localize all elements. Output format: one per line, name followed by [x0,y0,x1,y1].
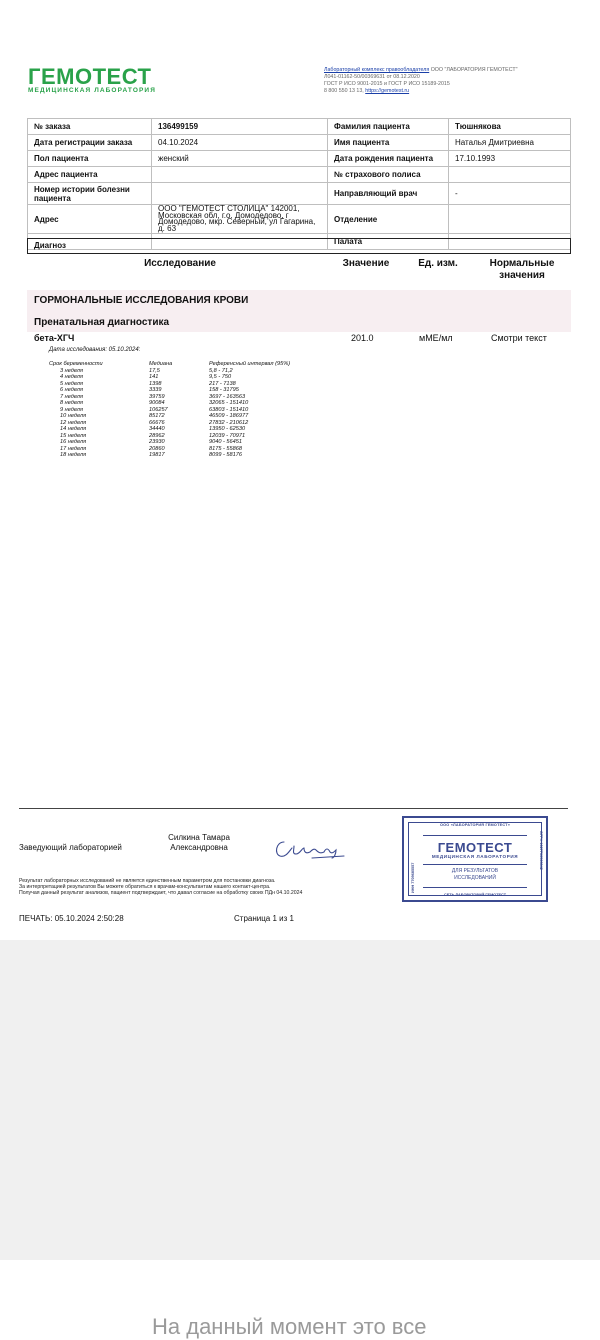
ref-interval: 63803 - 151410 [209,406,249,413]
ref-week: 12 неделя [60,419,87,426]
column-study: Исследование [144,258,216,269]
ref-week: Срок беременности [49,361,103,367]
ref-median: 85172 [149,413,165,419]
lab-gost: ГОСТ Р ИСО 9001-2015 и ГОСТ Р ИСО 15189-2015 [324,81,450,87]
ref-median: 34440 [149,426,165,432]
ref-interval: 8175 - 55868 [209,445,242,452]
ref-median: 90084 [149,400,165,406]
ref-interval: 13950 - 62530 [209,426,246,432]
disclaimer-line3: Получая данный результат анализов, пациент подтверждает, что давал согласие на обработку своих ПДн 04.10.2024 [19,890,303,897]
logo-subtitle: МЕДИЦИНСКАЯ ЛАБОРАТОРИЯ [28,87,156,94]
doctor-label: Направляющий врач [328,183,449,205]
logo-name: ГЕМОТЕСТ [28,64,152,89]
column-unit: Ед. изм. [418,258,458,269]
name-label: Имя пациента [328,135,449,151]
stamp-bottom-text: СЕТЬ ЛАБОРАТОРИЙ ГЕМОТЕСТ [443,893,507,897]
lab-info [324,67,574,95]
stamp-line [423,835,527,836]
ref-median: 141 [149,374,159,380]
print-timestamp: ПЕЧАТЬ: 05.10.2024 2:50:28 [19,914,124,923]
ref-week: 9 неделя [60,406,83,413]
ref-week: 14 неделя [60,426,87,432]
ref-week: 17 неделя [60,445,87,452]
sex-value: женский [152,151,328,167]
ref-median: 28962 [149,432,165,439]
ref-median: 17,5 [149,367,160,374]
birth-label: Дата рождения пациента [328,151,449,167]
ref-interval: Референсный интервал (95%) [209,361,291,367]
ref-interval: 158 - 31795 [209,387,239,393]
lab-owner: ООО "ЛАБОРАТОРИЯ ГЕМОТЕСТ" [429,67,518,73]
ref-median: 106257 [149,406,168,413]
stamp-top-text: ООО «ЛАБОРАТОРИЯ ГЕМОТЕСТ» [439,823,511,827]
reg-date-value: 04.10.2024 [152,135,328,151]
stamp-mid1: ДЛЯ РЕЗУЛЬТАТОВ [451,868,499,874]
stamp-name: ГЕМОТЕСТ [437,840,513,855]
history-value [152,183,328,205]
department-value [449,205,571,234]
ref-week: 6 неделя [60,387,83,393]
ref-interval: 8099 - 58176 [209,452,242,458]
patient-address-label: Адрес пациента [28,167,152,183]
lab-website-link[interactable]: https://gemotest.ru [365,88,410,94]
ref-interval: 3697 - 163563 [209,393,246,400]
ref-interval: 32065 - 151410 [209,400,249,406]
stamp-line [423,887,527,888]
patient-address-value [152,167,328,183]
ref-interval: 9,5 - 750 [209,374,232,380]
diagnosis-label: Диагноз [34,241,66,250]
lab-complex-link[interactable]: Лабораторный комплекс правообладателя [324,67,430,73]
ref-median: 23930 [149,439,165,445]
surname-label: Фамилия пациента [328,119,449,135]
order-value: 136499159 [152,119,328,135]
history-label: Номер истории болезни пациента [28,183,152,205]
ref-median: 1398 [149,380,162,387]
column-norm [482,258,562,282]
ref-interval: 9040 - 56451 [209,439,242,445]
ref-week: 4 неделя [60,374,83,380]
signer-name-line2: Александровна [170,843,228,852]
doctor-value: - [449,183,571,205]
ref-median: 66676 [149,419,165,426]
page-number: Страница 1 из 1 [234,914,294,923]
lab-license: Л041-01162-50/00369631 от 08.12.2020 [324,74,420,80]
disclaimer-line1: Результат лабораторных исследований не является единственным параметром для постановки диагноза. [19,878,276,884]
patient-info-table [27,118,571,250]
ref-interval: 217 - 7138 [209,380,236,387]
ref-interval: 12039 - 70971 [209,432,246,439]
ref-week: 16 неделя [60,439,87,445]
partial-overlay-text: На данный момент это все [152,1314,427,1339]
ref-median: Медиана [149,361,173,367]
ward-label: Палата [328,234,449,250]
test-norm: Смотри текст [491,333,547,343]
department-label: Отделение [328,205,449,234]
ref-week: 18 неделя [60,452,87,458]
section-title: ГОРМОНАЛЬНЫЕ ИССЛЕДОВАНИЯ КРОВИ [34,295,249,306]
sex-label: Пол пациента [28,151,152,167]
footer-divider [19,808,568,809]
ref-week: 8 неделя [60,400,83,406]
stamp-line [423,864,527,865]
order-label: № заказа [28,119,152,135]
disclaimer-line2: За интерпретацией результатов Вы можете обратиться к врачам-консультантам нашего контакт-центра. [19,884,271,891]
ref-week: 10 неделя [60,413,87,419]
policy-label: № страхового полиса [328,167,449,183]
test-date: Дата исследования: 05.10.2024: [49,347,141,353]
ref-week: 7 неделя [60,393,83,400]
reg-date-label: Дата регистрации заказа [28,135,152,151]
birth-value: 17.10.1993 [449,151,571,167]
signature-image [272,836,348,862]
stamp-inner [408,822,542,896]
test-unit: мМЕ/мл [419,333,453,343]
ref-median: 3339 [149,387,162,393]
lab-phone: 8 800 550 13 13, [324,88,366,94]
disclaimer [19,878,389,897]
column-norm-line2: значения [499,270,545,281]
policy-value [449,167,571,183]
ref-week: 3 неделя [60,367,83,374]
reference-table [49,361,290,459]
signer-name [160,833,238,853]
reference-row [49,452,290,459]
reference-header-row [49,361,290,368]
ref-week: 15 неделя [60,432,87,439]
ref-median: 19817 [149,452,165,458]
stamp-inn: ИНН 7709685557 [411,862,415,893]
column-norm-line1: Нормальные [489,258,555,269]
ref-interval: 5,8 - 71,2 [209,367,233,374]
signer-role: Заведующий лабораторией [19,843,122,852]
ref-week: 5 неделя [60,380,83,387]
ref-interval: 46509 - 186977 [209,413,249,419]
stamp-mid2: ИССЛЕДОВАНИЙ [454,875,496,881]
stamp-subtitle: МЕДИЦИНСКАЯ ЛАБОРАТОРИЯ [431,854,519,859]
logo [28,66,156,95]
diagnosis-row [27,238,571,254]
lab-stamp [402,816,548,902]
name-value: Наталья Дмитриевна [449,135,571,151]
stamp-ogrn: ОГРН 1027700508642 [539,831,543,870]
ref-interval: 27832 - 210612 [209,419,249,426]
address-value: ООО "ГЕМОТЕСТ СТОЛИЦА" 142001, Московская обл, г.о. Домодедово, г Домодедово, мкр. Северный, ул Гагарина, д. 63 [152,205,328,234]
test-value: 201.0 [351,333,374,343]
address-label: Адрес [28,205,152,234]
test-name: бета-ХГЧ [34,333,75,343]
column-value: Значение [342,258,390,269]
surname-value: Тюшнякова [449,119,571,135]
ref-median: 39759 [149,393,165,400]
signer-name-line1: Силкина Тамара [168,833,230,842]
ref-median: 20860 [149,445,165,452]
subsection-title: Пренатальная диагностика [34,317,170,328]
gray-background [0,940,600,1260]
